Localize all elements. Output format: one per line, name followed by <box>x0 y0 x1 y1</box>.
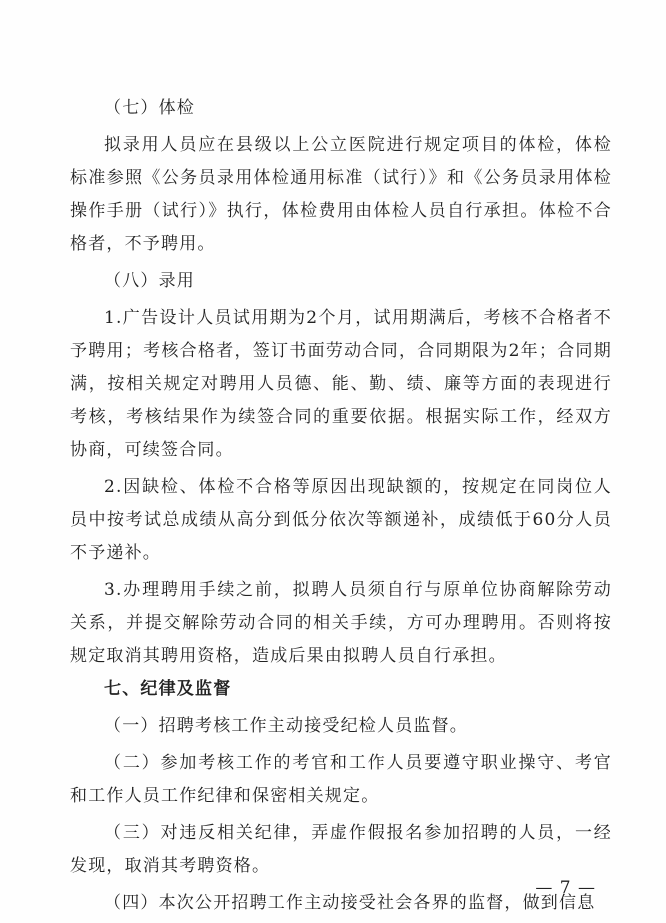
subheading-employment: （八）录用 <box>104 271 195 291</box>
paragraph-discipline-3: （三）对违反相关纪律，弄虚作假报名参加招聘的人员，一经发现，取消其考聘资格。 <box>70 823 612 876</box>
paragraph-probation: 1.广告设计人员试用期为2个月，试用期满后，考核不合格者不予聘用；考核合格者，签订书面劳动合同，合同期限为2年；合同期满，按相关规定对聘用人员德、能、勤、绩、廉等方面的表现进行考核，考核结果作为续签合同的重要依据。根据实际工作，经双方协商，可续签合同。 <box>70 308 612 460</box>
subheading-physical-exam: （七）体检 <box>104 98 195 118</box>
document-body <box>70 88 612 920</box>
paragraph-physical-exam: 拟录用人员应在县级以上公立医院进行规定项目的体检，体检标准参照《公务员录用体检通用标准（试行）》和《公务员录用体检操作手册（试行）》执行，体检费用由体检人员自行承担。体检不合格者，不予聘用。 <box>70 135 612 254</box>
paragraph-discipline-4: （四）本次公开招聘工作主动接受社会各界的监督，做到信息 <box>104 893 596 913</box>
paragraph-vacancy-fill: 2.因缺检、体检不合格等原因出现缺额的，按规定在同岗位人员中按考试总成绩从高分到低分依次等额递补，成绩低于60分人员不予递补。 <box>70 477 612 563</box>
section-heading-discipline: 七、纪律及监督 <box>104 679 232 699</box>
paragraph-discipline-1: （一）招聘考核工作主动接受纪检人员监督。 <box>104 716 468 736</box>
paragraph-discipline-2: （二）参加考核工作的考官和工作人员要遵守职业操守、考官和工作人员工作纪律和保密相关规定。 <box>70 753 612 806</box>
paragraph-hiring-procedure: 3.办理聘用手续之前，拟聘人员须自行与原单位协商解除劳动关系，并提交解除劳动合同的相关手续，方可办理聘用。否则将按规定取消其聘用资格，造成后果由拟聘人员自行承担。 <box>70 580 612 666</box>
page-number: — 7 — <box>535 878 596 898</box>
